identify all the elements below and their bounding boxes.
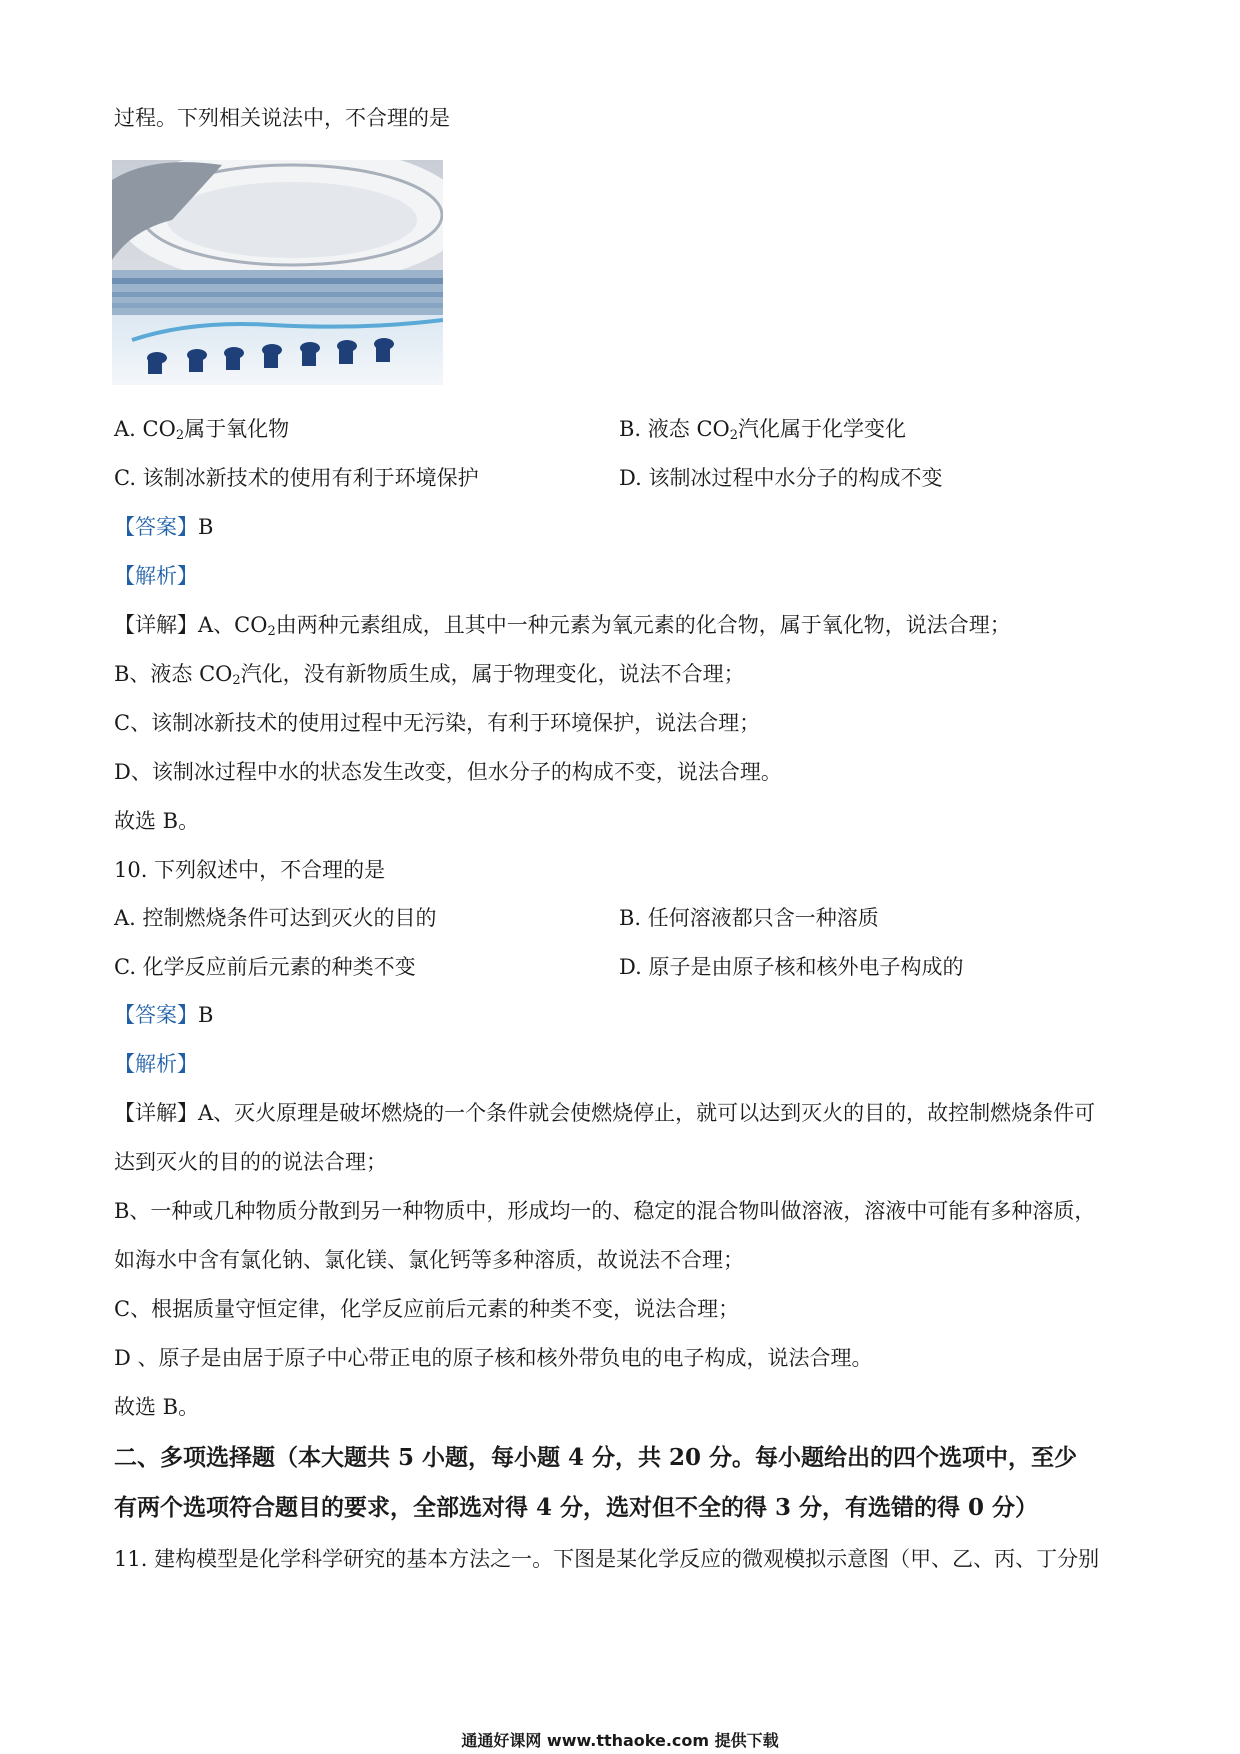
q9-conclusion: 故选 B。 (114, 809, 200, 833)
q9-detail-d: D、该制冰过程中水的状态发生改变，但水分子的构成不变，说法合理。 (114, 760, 782, 784)
section2-heading-line1: 二、多项选择题（本大题共 5 小题，每小题 4 分，共 20 分。每小题给出的四个选项中，至少 (114, 1444, 1078, 1471)
q9-detail-b: B、液态 $CO_2$汽化，没有新物质生成，属于物理变化，说法不合理； (114, 662, 745, 688)
q10-option-b: B. 任何溶液都只含一种溶质 (619, 906, 879, 930)
q10-option-c: C. 化学反应前后元素的种类不变 (114, 955, 416, 979)
q9-analysis-tag: 【解析】 (114, 564, 198, 588)
q10-detail-b-2: 如海水中含有氯化钠、氯化镁、氯化钙等多种溶质，故说法不合理； (114, 1248, 744, 1272)
q10-stem: 10. 下列叙述中，不合理的是 (114, 858, 386, 882)
q10-detail-a-2: 达到灭火的目的的说法合理； (114, 1150, 387, 1174)
q10-option-a: A. 控制燃烧条件可达到灭火的目的 (114, 906, 437, 930)
q9-option-b: B. 液态 $CO_2$汽化属于化学变化 (619, 417, 907, 443)
q9-answer: 【答案】B (114, 515, 214, 539)
q9-stem-tail: 过程。下列相关说法中，不合理的是 (114, 106, 450, 130)
q10-detail-b-1: B、一种或几种物质分散到另一种物质中，形成均一的、稳定的混合物叫做溶液，溶液中可能有多种溶质， (114, 1199, 1096, 1223)
q9-option-c: C. 该制冰新技术的使用有利于环境保护 (114, 466, 479, 490)
q11-stem: 11. 建构模型是化学科学研究的基本方法之一。下图是某化学反应的微观模拟示意图（甲、乙、丙、丁分别 (114, 1547, 1100, 1571)
q10-detail-a-1: 【详解】A、灭火原理是破坏燃烧的一个条件就会使燃烧停止，就可以达到灭火的目的，故控制燃烧条件可 (114, 1101, 1096, 1125)
q9-option-d: D. 该制冰过程中水分子的构成不变 (619, 466, 943, 490)
q10-answer: 【答案】B (114, 1003, 214, 1027)
q9-detail-a: 【详解】A、$CO_2$由两种元素组成，且其中一种元素为氧元素的化合物，属于氧化物，说法合理； (114, 613, 1011, 639)
q10-conclusion: 故选 B。 (114, 1395, 200, 1419)
section2-heading-line2: 有两个选项符合题目的要求，全部选对得 4 分，选对但不全的得 3 分，有选错的得 0 分） (114, 1494, 1039, 1521)
q10-detail-c: C、根据质量守恒定律，化学反应前后元素的种类不变，说法合理； (114, 1297, 740, 1321)
q10-detail-d: D 、原子是由居于原子中心带正电的原子核和核外带负电的电子构成，说法合理。 (114, 1346, 873, 1370)
q10-option-d: D. 原子是由原子核和核外电子构成的 (619, 955, 964, 979)
page-footer: 通通好课网 www.tthaoke.com 提供下载 (461, 1731, 779, 1750)
q9-detail-c: C、该制冰新技术的使用过程中无污染，有利于环境保护，说法合理； (114, 711, 761, 735)
speed-skating-stadium-photo (112, 160, 443, 385)
q9-option-a: A. $CO_2$属于氧化物 (114, 417, 290, 443)
q10-analysis-tag: 【解析】 (114, 1052, 198, 1076)
